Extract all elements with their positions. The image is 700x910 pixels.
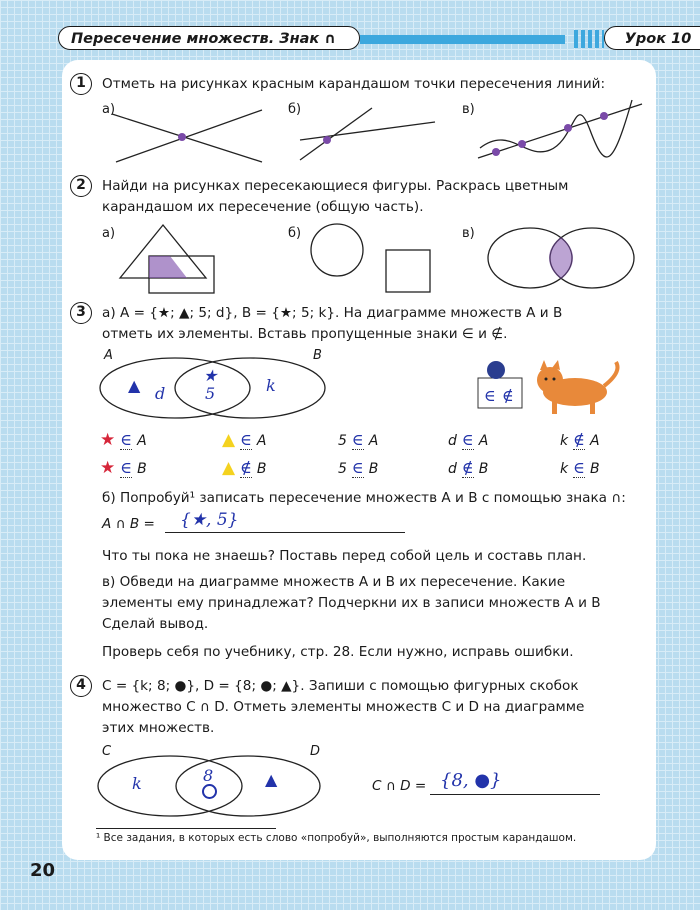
- task4-formula: C ∩ D =: [372, 778, 427, 794]
- membership-set: B: [137, 461, 147, 477]
- task1-text: Отметь на рисунках красным карандашом точки пересечения линий:: [102, 76, 606, 92]
- task2-line1: Найди на рисунках пересекающиеся фигуры. Раскрась цветным: [102, 178, 569, 194]
- task-number-1: 1: [70, 73, 92, 95]
- membership-item: ▲: [222, 430, 236, 450]
- task4-line2: множество C ∩ D. Отметь элементы множеств C и D на диаграмме: [102, 699, 585, 715]
- membership-set: A: [478, 433, 489, 449]
- task3-v-line2: элементы ему принадлежат? Подчеркни их в записи множеств A и B: [102, 595, 601, 611]
- membership-item: k: [560, 433, 569, 449]
- task3-v-line3: Сделай вывод.: [102, 616, 209, 632]
- svg-text:∈: ∈: [484, 386, 496, 405]
- membership-sign: ∈: [573, 458, 585, 477]
- membership-item: 5: [338, 433, 347, 449]
- set-a-label: A: [104, 348, 113, 363]
- lesson-label: Урок 10: [604, 26, 700, 50]
- membership-sign: ∈: [120, 430, 133, 449]
- task2-label-a: а): [102, 226, 116, 241]
- set-d-label: D: [310, 744, 321, 759]
- task4-answer-line: [430, 794, 600, 795]
- svg-text:∉: ∉: [502, 386, 514, 405]
- task3-b-formula: A ∩ B =: [102, 516, 155, 532]
- task2-label-v: в): [462, 226, 475, 241]
- set-c-label: C: [102, 744, 112, 759]
- membership-item: 5: [338, 461, 347, 477]
- task-number-4: 4: [70, 675, 92, 697]
- task-number-2: 2: [70, 175, 92, 197]
- membership-sign: ∉: [240, 458, 252, 477]
- membership-item: d: [448, 433, 457, 449]
- task3-v-line1: в) Обведи на диаграмме множеств A и B их пересечение. Какие: [102, 574, 566, 590]
- hand-d: d: [155, 384, 166, 403]
- task4-line3: этих множеств.: [102, 720, 215, 736]
- hand-d-triangle: ▲: [265, 770, 278, 789]
- hand-triangle: ▲: [128, 376, 141, 395]
- membership-set: B: [478, 461, 489, 477]
- membership-sign: ∈: [120, 458, 133, 477]
- task3-b-answer: {★, 5}: [180, 510, 239, 530]
- hand-circle-mark: [202, 784, 217, 799]
- membership-set: B: [256, 461, 267, 477]
- membership-set: B: [368, 461, 379, 477]
- page-number: 20: [30, 860, 56, 881]
- task4-answer: {8, ●}: [440, 770, 502, 791]
- task2-label-b: б): [288, 226, 302, 241]
- membership-set: A: [589, 433, 600, 449]
- page-title: Пересечение множеств. Знак ∩: [58, 26, 360, 50]
- footnote: ¹ Все задания, в которых есть слово «попробуй», выполняются простым карандашом.: [96, 832, 577, 844]
- task1-label-a: а): [102, 102, 116, 117]
- task3-plan: Что ты пока не знаешь? Поставь перед собой цель и составь план.: [102, 548, 587, 564]
- membership-sign: ∈: [351, 430, 364, 449]
- task3-b-text: б) Попробуй¹ записать пересечение множеств A и B с помощью знака ∩:: [102, 490, 626, 506]
- task1-label-v: в): [462, 102, 475, 117]
- task3-line2: отметь их элементы. Вставь пропущенные знаки ∈ и ∉.: [102, 326, 508, 342]
- membership-set: A: [368, 433, 379, 449]
- footnote-rule: [96, 828, 276, 829]
- membership-item: ▲: [222, 458, 236, 478]
- membership-sign: ∉: [461, 458, 474, 477]
- set-b-label: B: [313, 348, 322, 363]
- membership-set: B: [589, 461, 600, 477]
- membership-set: A: [137, 433, 147, 449]
- task-number-3: 3: [70, 302, 92, 324]
- hand-k: k: [266, 376, 276, 395]
- task1-label-b: б): [288, 102, 302, 117]
- membership-sign: ∈: [351, 458, 364, 477]
- hand-star: ★: [203, 366, 218, 385]
- membership-sign: ∈: [461, 430, 474, 449]
- membership-sign: ∈: [240, 430, 252, 449]
- membership-item: k: [560, 461, 569, 477]
- task3-check: Проверь себя по учебнику, стр. 28. Если нужно, исправь ошибки.: [102, 644, 574, 660]
- task3-line1: а) A = {★; ▲; 5; d}, B = {★; 5; k}. На диаграмме множеств A и B: [102, 305, 563, 321]
- hand-c-k: k: [132, 774, 142, 793]
- membership-set: A: [256, 433, 267, 449]
- hand-5: 5: [205, 384, 216, 403]
- membership-item: d: [448, 461, 457, 477]
- task2-line2: карандашом их пересечение (общую часть).: [102, 199, 424, 215]
- hand-center-8: 8: [203, 766, 214, 785]
- task4-line1: C = {k; 8; ●}, D = {8; ●; ▲}. Запиши с помощью фигурных скобок: [102, 678, 579, 694]
- membership-item: ★: [100, 430, 116, 450]
- membership-item: ★: [100, 458, 116, 478]
- membership-sign: ∉: [573, 430, 585, 449]
